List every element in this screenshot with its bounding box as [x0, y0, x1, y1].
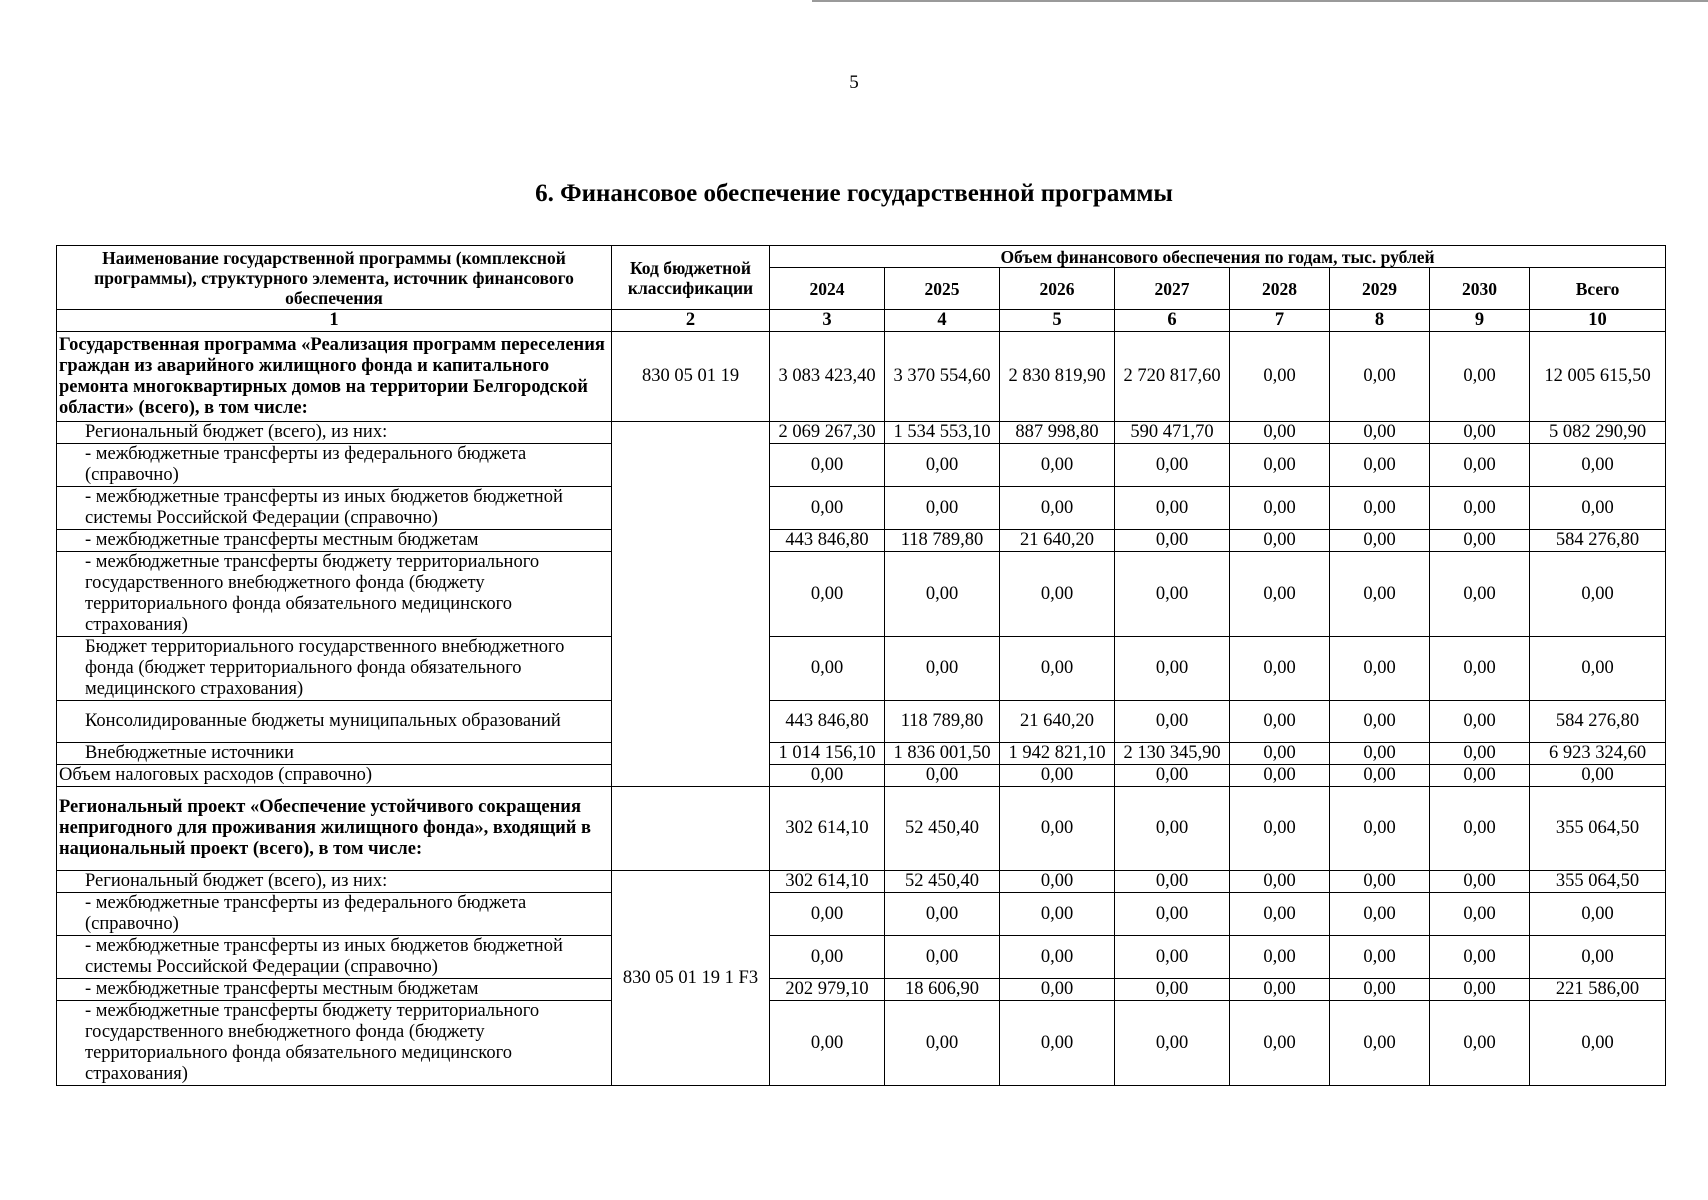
value-year: 0,00 [1115, 701, 1230, 743]
value-year: 0,00 [1230, 701, 1330, 743]
header-year: 2029 [1330, 268, 1430, 310]
column-number: 3 [770, 310, 885, 332]
value-year: 0,00 [1230, 787, 1330, 871]
value-year: 0,00 [1330, 743, 1430, 765]
value-year: 0,00 [1115, 871, 1230, 893]
table-row [57, 871, 1666, 893]
table-header [57, 246, 1666, 310]
value-year: 0,00 [1000, 893, 1115, 936]
value-total: 12 005 615,50 [1530, 332, 1666, 422]
value-year: 52 450,40 [885, 787, 1000, 871]
value-year: 443 846,80 [770, 530, 885, 552]
value-year: 0,00 [1115, 893, 1230, 936]
row-name: Региональный бюджет (всего), из них: [57, 871, 612, 893]
value-year: 0,00 [1330, 787, 1430, 871]
top-rule [812, 0, 1708, 2]
value-year: 0,00 [1330, 552, 1430, 637]
header-code: Код бюджетной классификации [612, 246, 770, 310]
header-volume: Объем финансового обеспечения по годам, тыс. рублей [770, 246, 1666, 268]
value-total: 0,00 [1530, 637, 1666, 701]
value-total: 0,00 [1530, 552, 1666, 637]
value-total: 584 276,80 [1530, 701, 1666, 743]
value-total: 584 276,80 [1530, 530, 1666, 552]
value-year: 0,00 [1430, 871, 1530, 893]
value-year: 0,00 [1330, 893, 1430, 936]
value-year: 0,00 [1000, 979, 1115, 1001]
table-row [57, 701, 1666, 743]
column-number: 5 [1000, 310, 1115, 332]
value-year: 0,00 [885, 444, 1000, 487]
value-year: 0,00 [1330, 487, 1430, 530]
value-year: 0,00 [1430, 701, 1530, 743]
value-year: 0,00 [1115, 787, 1230, 871]
budget-code: 830 05 01 19 [612, 332, 770, 422]
value-year: 0,00 [1230, 936, 1330, 979]
value-total: 0,00 [1530, 487, 1666, 530]
table-row [57, 552, 1666, 637]
document-title: 6. Финансовое обеспечение государственной программы [535, 180, 1173, 207]
value-total: 0,00 [1530, 444, 1666, 487]
value-total: 355 064,50 [1530, 787, 1666, 871]
value-year: 0,00 [1430, 743, 1530, 765]
table-row [57, 936, 1666, 979]
value-year: 0,00 [1230, 552, 1330, 637]
row-name: - межбюджетные трансферты местным бюджетам [57, 530, 612, 552]
column-number: 4 [885, 310, 1000, 332]
table-row [57, 787, 1666, 871]
value-year: 0,00 [1330, 637, 1430, 701]
value-year: 0,00 [1000, 552, 1115, 637]
value-year: 0,00 [1000, 787, 1115, 871]
table-row [57, 332, 1666, 422]
page-number: 5 [849, 72, 859, 93]
value-total: 0,00 [1530, 765, 1666, 787]
value-year: 0,00 [1115, 487, 1230, 530]
value-year: 887 998,80 [1000, 422, 1115, 444]
header-year: 2027 [1115, 268, 1230, 310]
column-number: 1 [57, 310, 612, 332]
row-name: - межбюджетные трансферты бюджету территориального государственного внебюджетного фонда (бюджету территориального фонда обязательного медицинского страхования) [57, 552, 612, 637]
row-name: - межбюджетные трансферты из иных бюджетов бюджетной системы Российской Федерации (справочно) [57, 936, 612, 979]
row-name: Региональный проект «Обеспечение устойчивого сокращения непригодного для проживания жилищного фонда», входящий в национальный проект (всего), в том числе: [57, 787, 612, 871]
header-year: 2025 [885, 268, 1000, 310]
table-row [57, 765, 1666, 787]
value-year: 0,00 [1115, 1001, 1230, 1086]
value-year: 21 640,20 [1000, 701, 1115, 743]
row-name: - межбюджетные трансферты из федерального бюджета (справочно) [57, 893, 612, 936]
value-year: 2 830 819,90 [1000, 332, 1115, 422]
header-year: 2030 [1430, 268, 1530, 310]
value-year: 0,00 [1115, 637, 1230, 701]
value-year: 1 836 001,50 [885, 743, 1000, 765]
value-year: 118 789,80 [885, 701, 1000, 743]
value-total: 0,00 [1530, 1001, 1666, 1086]
value-year: 0,00 [1115, 552, 1230, 637]
value-year: 0,00 [1430, 422, 1530, 444]
table-row [57, 637, 1666, 701]
value-year: 0,00 [1230, 893, 1330, 936]
value-year: 0,00 [770, 487, 885, 530]
value-year: 0,00 [1230, 422, 1330, 444]
value-year: 0,00 [1230, 743, 1330, 765]
table-row [57, 530, 1666, 552]
value-year: 52 450,40 [885, 871, 1000, 893]
header-year: 2028 [1230, 268, 1330, 310]
value-year: 18 606,90 [885, 979, 1000, 1001]
budget-code-empty [612, 422, 770, 787]
value-year: 0,00 [1230, 332, 1330, 422]
value-year: 1 534 553,10 [885, 422, 1000, 444]
value-year: 0,00 [770, 936, 885, 979]
value-year: 1 942 821,10 [1000, 743, 1115, 765]
value-year: 0,00 [1230, 1001, 1330, 1086]
column-number: 2 [612, 310, 770, 332]
value-year: 0,00 [1230, 871, 1330, 893]
value-year: 0,00 [1330, 530, 1430, 552]
value-year: 0,00 [885, 552, 1000, 637]
value-year: 302 614,10 [770, 787, 885, 871]
value-year: 0,00 [1115, 765, 1230, 787]
budget-code-empty [612, 787, 770, 871]
row-name: Консолидированные бюджеты муниципальных образований [57, 701, 612, 743]
table-row [57, 487, 1666, 530]
value-year: 0,00 [1430, 530, 1530, 552]
row-name: Бюджет территориального государственного внебюджетного фонда (бюджет территориального фонда обязательного медицинского страхования) [57, 637, 612, 701]
value-year: 0,00 [885, 637, 1000, 701]
table-body [57, 310, 1666, 1086]
value-year: 0,00 [1430, 444, 1530, 487]
value-year: 0,00 [770, 893, 885, 936]
value-year: 2 720 817,60 [1115, 332, 1230, 422]
header-name: Наименование государственной программы (комплексной программы), структурного элемента, источник финансового обеспечения [57, 246, 612, 310]
value-year: 0,00 [1000, 637, 1115, 701]
table-row [57, 893, 1666, 936]
value-year: 0,00 [1430, 765, 1530, 787]
value-year: 0,00 [1330, 444, 1430, 487]
header-year: 2026 [1000, 268, 1115, 310]
value-year: 0,00 [885, 487, 1000, 530]
column-number: 6 [1115, 310, 1230, 332]
value-year: 0,00 [770, 552, 885, 637]
value-year: 0,00 [1000, 765, 1115, 787]
value-year: 0,00 [1230, 444, 1330, 487]
value-total: 0,00 [1530, 893, 1666, 936]
value-year: 3 083 423,40 [770, 332, 885, 422]
header-year: 2024 [770, 268, 885, 310]
value-year: 0,00 [1430, 1001, 1530, 1086]
value-year: 0,00 [885, 765, 1000, 787]
value-year: 0,00 [1000, 1001, 1115, 1086]
value-total: 0,00 [1530, 936, 1666, 979]
value-year: 0,00 [1115, 444, 1230, 487]
column-number: 10 [1530, 310, 1666, 332]
value-year: 0,00 [1330, 332, 1430, 422]
value-year: 0,00 [1330, 1001, 1430, 1086]
table-row [57, 979, 1666, 1001]
value-year: 1 014 156,10 [770, 743, 885, 765]
value-year: 302 614,10 [770, 871, 885, 893]
column-numbers-row [57, 310, 1666, 332]
column-number: 8 [1330, 310, 1430, 332]
value-year: 0,00 [1115, 530, 1230, 552]
value-year: 0,00 [885, 893, 1000, 936]
table-row [57, 422, 1666, 444]
value-year: 0,00 [1430, 979, 1530, 1001]
value-year: 0,00 [1430, 893, 1530, 936]
value-year: 0,00 [1000, 871, 1115, 893]
value-year: 0,00 [1330, 979, 1430, 1001]
value-year: 0,00 [1430, 637, 1530, 701]
value-year: 0,00 [1230, 765, 1330, 787]
value-year: 0,00 [1115, 936, 1230, 979]
value-year: 0,00 [1430, 936, 1530, 979]
value-year: 3 370 554,60 [885, 332, 1000, 422]
value-year: 0,00 [1330, 871, 1430, 893]
value-year: 0,00 [1000, 936, 1115, 979]
value-year: 118 789,80 [885, 530, 1000, 552]
value-year: 0,00 [1115, 979, 1230, 1001]
value-year: 443 846,80 [770, 701, 885, 743]
value-total: 221 586,00 [1530, 979, 1666, 1001]
value-year: 0,00 [1430, 787, 1530, 871]
value-year: 0,00 [1430, 332, 1530, 422]
row-name: - межбюджетные трансферты из иных бюджетов бюджетной системы Российской Федерации (справочно) [57, 487, 612, 530]
value-year: 0,00 [885, 936, 1000, 979]
value-year: 0,00 [770, 765, 885, 787]
value-total: 355 064,50 [1530, 871, 1666, 893]
value-year: 0,00 [1000, 444, 1115, 487]
header-total: Всего [1530, 268, 1666, 310]
value-year: 0,00 [1230, 530, 1330, 552]
row-name: - межбюджетные трансферты из федерального бюджета (справочно) [57, 444, 612, 487]
row-name: - межбюджетные трансферты бюджету территориального государственного внебюджетного фонда (бюджету территориального фонда обязательного медицинского страхования) [57, 1001, 612, 1086]
value-year: 0,00 [1230, 637, 1330, 701]
value-year: 2 130 345,90 [1115, 743, 1230, 765]
table-row [57, 444, 1666, 487]
value-year: 0,00 [1000, 487, 1115, 530]
row-name: - межбюджетные трансферты местным бюджетам [57, 979, 612, 1001]
table-row [57, 1001, 1666, 1086]
value-year: 0,00 [1330, 765, 1430, 787]
row-name: Внебюджетные источники [57, 743, 612, 765]
value-year: 0,00 [1330, 936, 1430, 979]
value-year: 0,00 [1330, 701, 1430, 743]
value-total: 6 923 324,60 [1530, 743, 1666, 765]
table-row [57, 743, 1666, 765]
column-number: 9 [1430, 310, 1530, 332]
value-year: 0,00 [885, 1001, 1000, 1086]
value-year: 0,00 [770, 637, 885, 701]
value-year: 0,00 [770, 1001, 885, 1086]
row-name: Государственная программа «Реализация программ переселения граждан из аварийного жилищного фонда и капитального ремонта многоквартирных домов на территории Белгородской области» (всего), в том числе: [57, 332, 612, 422]
value-year: 0,00 [1230, 487, 1330, 530]
value-year: 0,00 [1430, 487, 1530, 530]
row-name: Объем налоговых расходов (справочно) [57, 765, 612, 787]
value-total: 5 082 290,90 [1530, 422, 1666, 444]
value-year: 0,00 [1330, 422, 1430, 444]
value-year: 0,00 [1430, 552, 1530, 637]
value-year: 590 471,70 [1115, 422, 1230, 444]
value-year: 2 069 267,30 [770, 422, 885, 444]
budget-code: 830 05 01 19 1 F3 [612, 871, 770, 1086]
value-year: 0,00 [1230, 979, 1330, 1001]
row-name: Региональный бюджет (всего), из них: [57, 422, 612, 444]
value-year: 21 640,20 [1000, 530, 1115, 552]
financing-table [56, 245, 1666, 1086]
column-number: 7 [1230, 310, 1330, 332]
value-year: 202 979,10 [770, 979, 885, 1001]
value-year: 0,00 [770, 444, 885, 487]
